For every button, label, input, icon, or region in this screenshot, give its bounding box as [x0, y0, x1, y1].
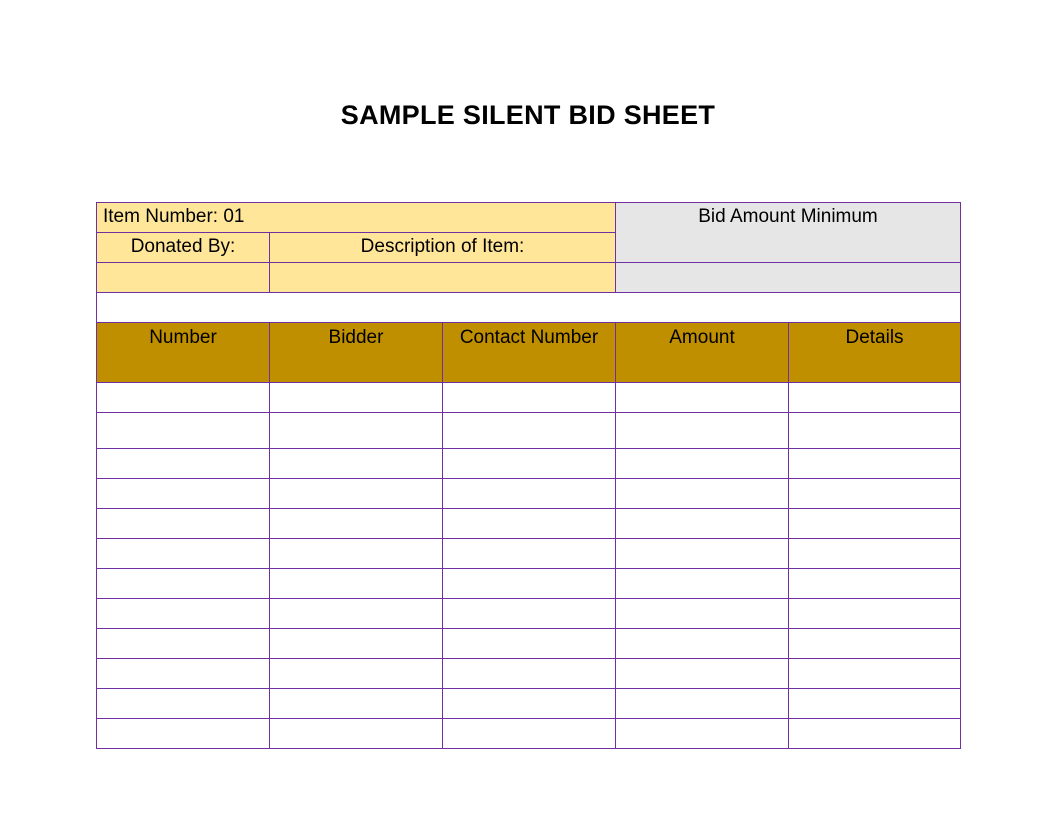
bid-cell-amount[interactable] [616, 569, 789, 599]
bid-cell-number[interactable] [97, 659, 270, 689]
bid-cell-details[interactable] [789, 383, 961, 413]
bid-cell-amount[interactable] [616, 719, 789, 749]
bid-cell-contact-number[interactable] [443, 449, 616, 479]
bid-cell-details[interactable] [789, 569, 961, 599]
bid-cell-number[interactable] [97, 629, 270, 659]
table-row [97, 659, 961, 689]
bid-cell-amount[interactable] [616, 539, 789, 569]
column-header-contact-number: Contact Number [443, 323, 616, 383]
table-row [97, 539, 961, 569]
bid-cell-amount[interactable] [616, 629, 789, 659]
spacer-row [97, 293, 961, 323]
bid-cell-contact-number[interactable] [443, 479, 616, 509]
bid-cell-number[interactable] [97, 509, 270, 539]
bid-cell-details[interactable] [789, 599, 961, 629]
bid-cell-amount[interactable] [616, 599, 789, 629]
bid-cell-number[interactable] [97, 539, 270, 569]
bid-cell-details[interactable] [789, 539, 961, 569]
bid-cell-details[interactable] [789, 413, 961, 449]
table-row [97, 413, 961, 449]
bid-cell-amount[interactable] [616, 413, 789, 449]
bid-cell-number[interactable] [97, 599, 270, 629]
bid-cell-amount[interactable] [616, 449, 789, 479]
item-number-label: Item Number: 01 [97, 203, 616, 233]
bid-cell-bidder[interactable] [270, 689, 443, 719]
bid-cell-number[interactable] [97, 383, 270, 413]
column-header-details: Details [789, 323, 961, 383]
bid-amount-minimum-field[interactable] [616, 263, 961, 293]
column-header-amount: Amount [616, 323, 789, 383]
bid-cell-amount[interactable] [616, 689, 789, 719]
bid-cell-number[interactable] [97, 449, 270, 479]
bid-sheet-table [96, 202, 961, 749]
table-row [97, 449, 961, 479]
bid-cell-bidder[interactable] [270, 449, 443, 479]
bid-cell-details[interactable] [789, 719, 961, 749]
description-label: Description of Item: [270, 233, 616, 263]
bid-cell-bidder[interactable] [270, 569, 443, 599]
bid-cell-details[interactable] [789, 629, 961, 659]
bid-cell-number[interactable] [97, 569, 270, 599]
bid-cell-details[interactable] [789, 689, 961, 719]
table-row [97, 383, 961, 413]
donated-by-label: Donated By: [97, 233, 270, 263]
table-row [97, 629, 961, 659]
table-row [97, 689, 961, 719]
bid-cell-contact-number[interactable] [443, 629, 616, 659]
bid-cell-amount[interactable] [616, 659, 789, 689]
bid-cell-contact-number[interactable] [443, 413, 616, 449]
bid-cell-contact-number[interactable] [443, 659, 616, 689]
bid-cell-number[interactable] [97, 479, 270, 509]
table-row [97, 509, 961, 539]
table-row [97, 569, 961, 599]
bid-cell-bidder[interactable] [270, 479, 443, 509]
column-header-number: Number [97, 323, 270, 383]
bid-cell-contact-number[interactable] [443, 689, 616, 719]
column-header-bidder: Bidder [270, 323, 443, 383]
bid-cell-number[interactable] [97, 719, 270, 749]
page-title: SAMPLE SILENT BID SHEET [340, 100, 716, 130]
table-row [97, 479, 961, 509]
bid-cell-bidder[interactable] [270, 383, 443, 413]
bid-cell-bidder[interactable] [270, 659, 443, 689]
bid-amount-minimum-label: Bid Amount Minimum [616, 203, 961, 263]
bid-cell-contact-number[interactable] [443, 569, 616, 599]
bid-cell-bidder[interactable] [270, 719, 443, 749]
table-row [97, 719, 961, 749]
bid-cell-contact-number[interactable] [443, 509, 616, 539]
bid-cell-bidder[interactable] [270, 599, 443, 629]
bid-cell-details[interactable] [789, 509, 961, 539]
bid-cell-bidder[interactable] [270, 509, 443, 539]
bid-cell-details[interactable] [789, 449, 961, 479]
bid-cell-contact-number[interactable] [443, 539, 616, 569]
bid-cell-contact-number[interactable] [443, 599, 616, 629]
bid-cell-details[interactable] [789, 479, 961, 509]
bid-cell-bidder[interactable] [270, 539, 443, 569]
bid-cell-number[interactable] [97, 413, 270, 449]
table-header-row [97, 323, 961, 383]
table-row [97, 599, 961, 629]
bid-cell-amount[interactable] [616, 509, 789, 539]
bid-cell-bidder[interactable] [270, 629, 443, 659]
description-field[interactable] [270, 263, 616, 293]
bid-cell-contact-number[interactable] [443, 719, 616, 749]
donated-by-field[interactable] [97, 263, 270, 293]
bid-cell-contact-number[interactable] [443, 383, 616, 413]
bid-cell-amount[interactable] [616, 383, 789, 413]
bid-cell-details[interactable] [789, 659, 961, 689]
bid-cell-number[interactable] [97, 689, 270, 719]
bid-cell-amount[interactable] [616, 479, 789, 509]
bid-cell-bidder[interactable] [270, 413, 443, 449]
